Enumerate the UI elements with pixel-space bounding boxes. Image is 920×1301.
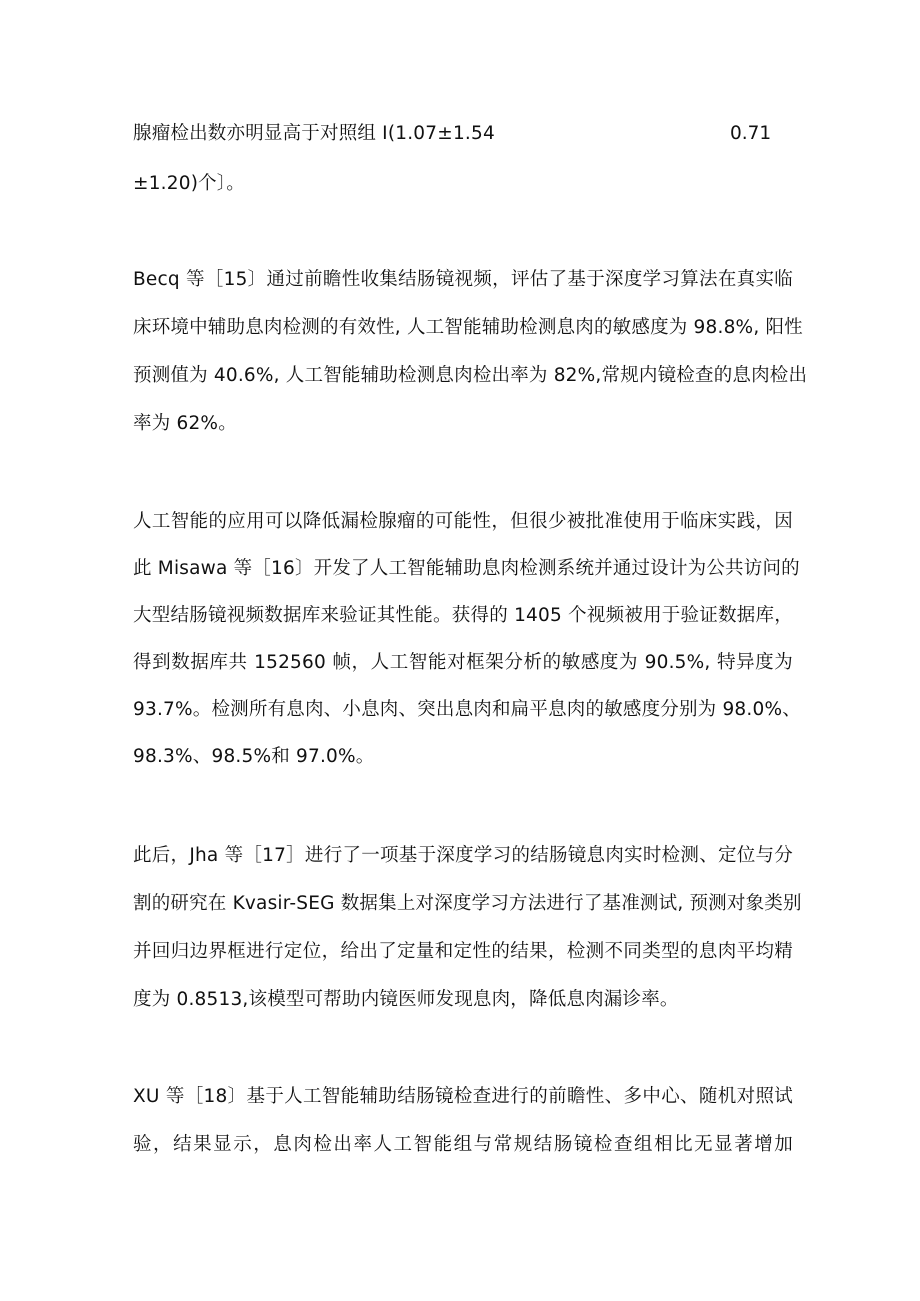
- text-line: XU 等［18〕基于人工智能辅助结肠镜检查进行的前瞻性、多中心、随机对照试: [133, 1086, 793, 1107]
- text-line: 度为 0.8513,该模型可帮助内镜医师发现息肉，降低息肉漏诊率。: [133, 989, 679, 1010]
- text-fragment-value: 0.71: [730, 123, 772, 144]
- text-line: 此 Misawa 等［16〕开发了人工智能辅助息肉检测系统并通过设计为公共访问的: [133, 558, 800, 579]
- text-line: 割的研究在 Kvasir-SEG 数据集上对深度学习方法进行了基准测试, 预测对象类别: [133, 893, 802, 914]
- text-line: 大型结肠镜视频数据库来验证其性能。获得的 1405 个视频被用于验证数据库，: [133, 605, 793, 626]
- text-line: 此后，Jha 等［17］进行了一项基于深度学习的结肠镜息肉实时检测、定位与分: [133, 845, 793, 866]
- text-line: 验，结果显示，息肉检出率人工智能组与常规结肠镜检查组相比无显著增加: [133, 1134, 793, 1155]
- text-line: 腺瘤检出数亦明显高于对照组 I(1.07±1.54: [133, 123, 495, 144]
- text-line: 床环境中辅助息肉检测的有效性, 人工智能辅助检测息肉的敏感度为 98.8%, 阳性: [133, 317, 803, 338]
- text-line: 得到数据库共 152560 帧，人工智能对框架分析的敏感度为 90.5%, 特异度为: [133, 652, 793, 673]
- text-line: 人工智能的应用可以降低漏检腺瘤的可能性，但很少被批准使用于临床实践，因: [133, 511, 793, 532]
- text-line: 98.3%、98.5%和 97.0%。: [133, 746, 375, 767]
- text-line: 93.7%。检测所有息肉、小息肉、突出息肉和扁平息肉的敏感度分别为 98.0%、: [133, 699, 801, 720]
- text-line: 并回归边界框进行定位，给出了定量和定性的结果，检测不同类型的息肉平均精: [133, 941, 793, 962]
- text-line: ±1.20)个〕。: [133, 173, 245, 194]
- text-line: Becq 等［15〕通过前瞻性收集结肠镜视频，评估了基于深度学习算法在真实临: [133, 269, 793, 290]
- text-line: 率为 62%。: [133, 413, 237, 434]
- text-line: 预测值为 40.6%, 人工智能辅助检测息肉检出率为 82%,常规内镜检查的息肉检出: [133, 365, 808, 386]
